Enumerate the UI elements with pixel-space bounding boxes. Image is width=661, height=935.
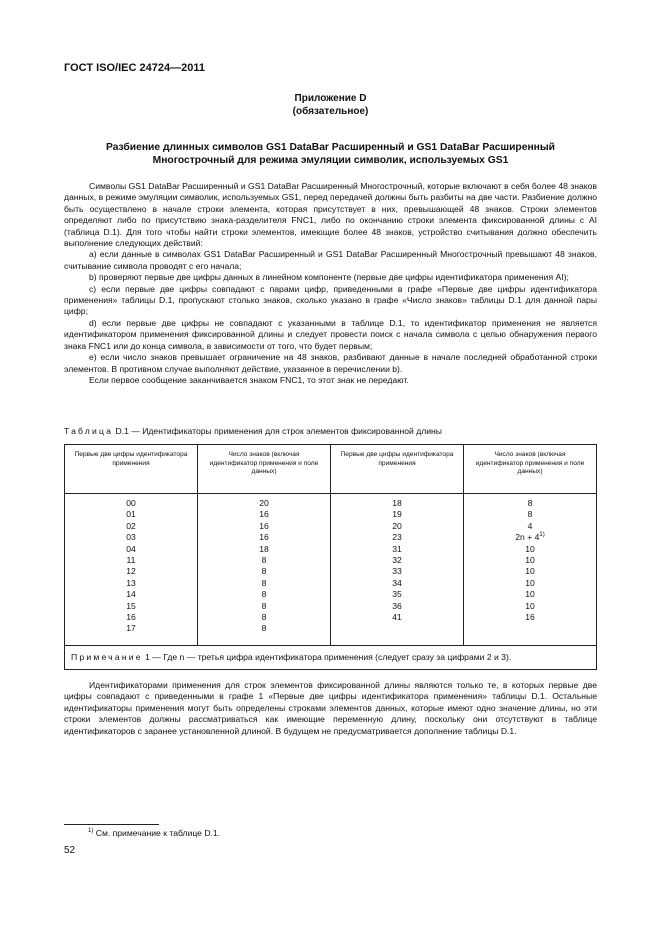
section-title-line1: Разбиение длинных символов GS1 DataBar Расширенный и GS1 DataBar Расширенный (105, 142, 556, 153)
table-cell: 8 (261, 566, 267, 577)
table-caption (64, 426, 442, 436)
table-cell: 20 (392, 520, 402, 531)
table-cell: 11 (126, 554, 136, 565)
table-cell: 14 (126, 589, 136, 600)
footnote-text: См. примечание к таблице D.1. (95, 828, 221, 838)
table-cell: 8 (261, 623, 267, 634)
paragraph-fnc1: Если первое сообщение заканчивается знаком FNC1, то этот знак не передают. (89, 374, 409, 385)
table-cell: 10 (525, 554, 535, 565)
table-cell: 16 (126, 611, 136, 622)
table-cell: 35 (392, 589, 402, 600)
footnote-marker: 1) (88, 828, 94, 834)
table-cell: 31 (392, 543, 402, 554)
column-first-digits-2 (331, 494, 464, 646)
table-cell: 41 (392, 611, 402, 622)
table-cell: 18 (259, 543, 269, 554)
table-caption-text: D.1 — Идентификаторы применения для строк элементов фиксированной длины (115, 426, 442, 436)
table-cell: 13 (126, 577, 136, 588)
paragraph-step-e: е) если число знаков превышает ограничение на 48 знаков, разбивают данные в начале последней обработанной строки элементов. В противном случае выполняют действие, указанное в перечислении b). (64, 352, 597, 374)
annex-status: (обязательное) (292, 106, 369, 117)
table-cell: 01 (126, 509, 136, 520)
paragraph-step-b: b) проверяют первые две цифры данных в линейном компоненте (первые две цифры идентификатора применения AI); (89, 272, 569, 283)
ai-table (64, 444, 597, 670)
table-cell: 4 (527, 520, 533, 531)
paragraph-step-c: c) если первые две цифры совпадают с парами цифр, приведенными в графе «Первые две цифры идентификатора применения» таблицы D.1, пропускают столько знаков, сколько указано в графе «Число знаков» таблицы D.1 для данной пары цифр; (64, 283, 597, 317)
table-cell: 16 (259, 509, 269, 520)
header-first-digits-2: Первые две цифры идентификатора применения (331, 445, 464, 494)
table-cell: 02 (126, 520, 136, 531)
page-number: 52 (64, 845, 76, 856)
table-cell: 10 (525, 566, 535, 577)
footnote-divider (64, 824, 159, 825)
column-char-count-2 (464, 494, 597, 646)
table-cell: 8 (527, 498, 533, 508)
body-text (64, 181, 597, 386)
closing-paragraph (64, 680, 597, 737)
table-cell: 16 (259, 520, 269, 531)
table-cell: 12 (126, 566, 136, 577)
table-note (65, 646, 597, 670)
table-cell: 00 (126, 498, 136, 508)
table-cell: 8 (261, 577, 267, 588)
table-cell: 10 (525, 600, 535, 611)
standard-code: ГОСТ ISO/IEC 24724—2011 (64, 62, 205, 74)
table-cell: 23 (392, 532, 402, 543)
section-title-line2: Многострочный для режима эмуляции символик, используемых GS1 (152, 155, 509, 166)
table-cell: 10 (525, 589, 535, 600)
table-cell: 33 (392, 566, 402, 577)
table-cell: 10 (525, 543, 535, 554)
table-cell: 04 (126, 543, 136, 554)
table-cell: 36 (392, 600, 402, 611)
table-caption-label: Таблица (64, 426, 114, 436)
note-label: Примечание (71, 652, 143, 662)
table-cell: 16 (525, 611, 535, 622)
table-cell: 18 (392, 498, 402, 508)
table-cell: 34 (392, 577, 402, 588)
table-cell: $2n + 4^{1)}$ (515, 532, 545, 543)
table-cell: 8 (261, 589, 267, 600)
footnote (88, 828, 220, 838)
table-cell: 16 (259, 532, 269, 543)
paragraph-step-a: а) если данные в символах GS1 DataBar Расширенный и GS1 DataBar Расширенный Многострочный превышают 48 знаков, считывание символа проводят с его начала; (64, 249, 597, 271)
column-first-digits-1 (65, 494, 198, 646)
paragraph-intro: Символы GS1 DataBar Расширенный и GS1 DataBar Расширенный Многострочный, которые включают в себя более 48 знаков данных, в режиме эмуляции символик, используемых GS1, перед передачей должны быть разбиты на две части. Разбиение должно быть осуществлено в начале строки элемента, которая присутствует в них, превышающей 48 знаков. Строки элементов определяют либо по присутствию знака-разделителя FNC1, либо по окончанию строки элемента фиксированной длины с AI (таблица D.1). Для того чтобы найти строки элементов, имеющие более 48 знаков, устройство считывания должно обеспечить выполнение следующих действий: (64, 181, 597, 249)
header-char-count-1: Число знаков (включая идентификатор применения и поле данных) (198, 445, 331, 494)
table-cell: 20 (259, 498, 269, 508)
paragraph-step-d: d) если первые две цифры не совпадают с указанными в таблице D.1, то идентификатор применения не является идентификатором применения фиксированной длины и следует провести поиск с начала символа с целью обнаружения первого знака FNC1 или до конца символа, в зависимости от того, что будет первым; (64, 317, 597, 351)
table-cell: 8 (527, 509, 533, 520)
annex-title: Приложение D (294, 93, 367, 104)
table-cell: 15 (126, 600, 136, 611)
table-cell: 8 (261, 611, 267, 622)
header-char-count-2: Число знаков (включая идентификатор применения и поле данных) (464, 445, 597, 494)
annex-heading (0, 92, 661, 118)
table-cell: 10 (525, 577, 535, 588)
table-cell: 8 (261, 554, 267, 565)
closing-text: Идентификаторами применения для строк элементов фиксированной длины являются только те, в которых первые две цифры совпадают с приведенными в графе 1 «Первые две цифры идентификатора применения» таблицы D.1. Остальные идентификаторы применения могут быть определены строками элементов данных, которые имеют одно значение длины, но эти строки элементов должны рассматриваться как имеющие переменную длину, поскольку они отсутствуют в таблице идентификаторов с заранее установленной длиной. В будущем не предусматривается дополнение таблицы D.1. (64, 680, 597, 736)
header-first-digits-1: Первые две цифры идентификатора применения (65, 445, 198, 494)
table-cell: 8 (261, 600, 267, 611)
note-text: 1 — Где n — третья цифра идентификатора применения (следует сразу за цифрами 2 и 3). (145, 652, 512, 662)
table-cell: 17 (126, 623, 136, 634)
table-cell: 32 (392, 554, 402, 565)
table-cell: 19 (392, 509, 402, 520)
column-char-count-1 (198, 494, 331, 646)
table-cell: 03 (126, 532, 136, 543)
footnote-ref: 1) (539, 532, 545, 539)
section-title (64, 141, 597, 167)
